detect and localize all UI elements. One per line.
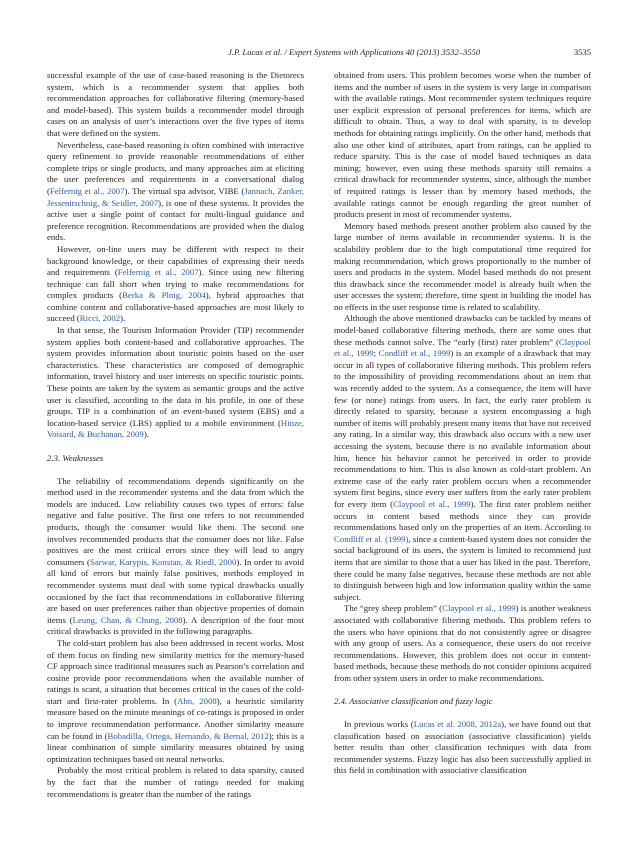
paragraph bbox=[47, 765, 304, 800]
text: ). A description of the four most critical drawbacks is provided in the following paragraphs. bbox=[47, 614, 304, 637]
citation-link[interactable]: Condliff et al., 1999 bbox=[378, 348, 451, 359]
paragraph bbox=[47, 140, 304, 244]
paragraph bbox=[334, 719, 591, 777]
citation-link[interactable]: Claypool et al., 1999 bbox=[334, 336, 591, 359]
citation-link[interactable]: Claypool et al., 1999 bbox=[442, 603, 516, 614]
paragraph bbox=[47, 638, 304, 766]
paragraph bbox=[334, 603, 591, 684]
text: ) is an example of a drawback that may occur in all types of collaborative filtering methods. This problem refers to the impossibility of providing recommendations about an item that was recently added to the system. As a consequence, the item will have few (or none) ratings from users. In fact, the early rater problem is directly related to sparsity, because a system encompassing a high number of items will probably present many items that have not received any rating. In a similar way, this drawback also occurs with a new user accessing the system, because there is no available information about him, hence his behavior cannot be perceived in order to provide recommendations to him. This is also known as cold-start problem. An extreme case of the early rater problem occurs when a recommender system first begins, since every user suffers from the early rater problem for every item ( bbox=[334, 348, 591, 509]
citation-link[interactable]: Leung, Chan, & Chung, 2008 bbox=[72, 614, 183, 625]
text: successful example of the use of case-based reasoning is the Dietorecs system, which is a recommender system that applies both recommendation approaches for collaborative filtering (memory-based and model-based). This system builds a recommender model through cases on an analysis of user’s interactions over the five types of items that were defined on the system. bbox=[47, 70, 304, 138]
text: ). bbox=[120, 313, 126, 324]
text: The “grey sheep problem” ( bbox=[344, 603, 443, 614]
paragraph bbox=[47, 70, 304, 140]
section-heading: 2.4. Associative classification and fuzzy logic bbox=[334, 696, 493, 707]
text: In previous works ( bbox=[344, 719, 414, 730]
text: obtained from users. This problem becomes worse when the number of items and the number of users in the system is very large in comparison with the available ratings. Most recommender system techniques require user explicit expression of personal preferences for items, which are difficult to obtain. Thus, a way to deal with sparsity, is to develop methods for obtaining ratings implicitly. On the other hand, methods that also use other kind of attributes, apart from ratings, can be applied to reduce sparsity. This is the case of model based techniques as data mining; however, even using these methods sparsity still remains a critical drawback for recommender systems, since, although the number of required ratings is lesser than by memory based methods, the available ratings cannot be enough regarding the great number of products present in most of recommender systems. bbox=[334, 70, 591, 220]
text: ), hybrid approaches that combine content and collaborative-based approaches are most likely to succeed ( bbox=[47, 290, 304, 324]
text: Memory based methods present another problem also caused by the large number of items available in recommender systems. It is the scalability problem due to the high computational time required for making recommendation, which grows proportionally to the number of users and products in the system. Model based methods do not present this drawback since the recommender model is already built when the user accesses the system; therefore, time spent in building the model has no effects in the user response time is related to scalability. bbox=[334, 220, 591, 312]
citation-link[interactable]: Sarwar, Karypis, Konstan, & Riedl, 2000 bbox=[89, 556, 237, 567]
paragraph bbox=[334, 70, 591, 221]
text: Nevertheless, case-based reasoning is often combined with interactive query refinement to provide reasonable recommendations of either complete trips or single products, and many approaches aim at eliciting the user preferences and requirements in a conversational dialog ( bbox=[47, 139, 304, 196]
text: The cold-start problem has also been addressed in recent works. Most of them focus on finding new similarity metrics for the memory-based CF approach since traditional measures such as Pearson’s correlation and cosine provide poor recommendations when the available number of ratings is scant, a situation that becomes critical in the cases of the cold-start and first-rater problems. In ( bbox=[47, 637, 304, 706]
text: ). The virtual spa advisor, VIBE ( bbox=[124, 185, 245, 196]
running-head bbox=[0, 47, 638, 61]
citation-link[interactable]: Jannach, Zanker, Jessenitschnig, & Seidler, 2007 bbox=[47, 185, 305, 208]
journal-citation: J.P. Lucas et al. / Expert Systems with Applications 40 (2013) 3532–3550 bbox=[228, 47, 481, 57]
right-column bbox=[334, 70, 591, 777]
left-column bbox=[47, 70, 304, 800]
text: ). Since using new filtering technique can fall short when trying to make recommendations for complex products ( bbox=[47, 267, 304, 301]
paragraph bbox=[47, 325, 304, 441]
paragraph bbox=[334, 221, 591, 314]
paragraph bbox=[47, 244, 304, 325]
text: ) is another weakness associated with collaborative filtering methods. This problem refers to the users who have opinions that do not consistently agree or disagree with any group of users. As a consequence, these users do not receive recommendations. However, this problem does not occur in content-based methods, because these methods do not consider opinions acquired from other system users in order to make recommendations. bbox=[334, 603, 591, 683]
text: ). bbox=[143, 429, 149, 440]
text: However, on-line users may be different with respect to their background knowledge, or their capabilities of expressing their needs and requirements ( bbox=[47, 243, 304, 278]
citation-link[interactable]: Hinze, Voisard, & Buchanan, 2009 bbox=[47, 417, 304, 440]
citation-link[interactable]: Lucas et al. 2008, 2012a bbox=[413, 719, 502, 730]
text: ), a heuristic similarity measure based on the minute meanings of co-ratings is proposed in order to improve recommendation performance. Another similarity measure can be found in ( bbox=[47, 695, 304, 741]
text: , since a content-based system does not consider the social background of its users, the system is limited to recommend just items that are similar to those that a user has liked in the past. Therefore, there could be many false negatives, because these methods are not able to distinguish between high and low information quality within the same subject. bbox=[334, 533, 591, 602]
paragraph bbox=[47, 476, 304, 638]
text: ; bbox=[373, 348, 379, 359]
text: ), is one of these systems. It provides the active user a single point of contact for multi-lingual guidance and preference recognition. Recommendations are provided when the dialog ends. bbox=[47, 197, 305, 243]
citation-link[interactable]: Berka & Plnig, 2004 bbox=[122, 290, 206, 301]
text: ). In order to avoid all kind of errors but mainly false positives, methods employed in recommender systems must deal with some typical drawbacks usually occasioned by the fact that recommendations in collaborative filtering are based on user preferences rather than objective properties of domain items ( bbox=[47, 556, 304, 625]
text: In that sense, the Tourism Information Provider (TIP) recommender system applies both content-based and collaborative approaches. The system provides information about touristic points based on the user characteristics. These characteristics are composed of demographic information, travel history and user interests on specific touristic points. These points are taken by the system as semantic groups and the active user is classified, according to the data in his profile, in one of these groups. TIP is a combination of an event-based system (EBS) and a location-based service (LBS) applied to a mobile environment ( bbox=[47, 325, 304, 428]
page-number: 3535 bbox=[573, 47, 591, 57]
text: Probably the most critical problem is related to data sparsity, caused by the fact that the number of ratings needed for making recommendations is greater than the number of the ratings bbox=[47, 765, 304, 799]
text: Although the above mentioned drawbacks can be tackled by means of model-based collaborative filtering methods, there are some ones that these methods cannot solve. The “early (first) rater problem” ( bbox=[334, 313, 591, 347]
citation-link[interactable]: Ricci, 2002 bbox=[79, 313, 121, 324]
text: ), we have found out that classification based on association (associative classification) yields better results than other classification techniques with data from recommender systems. Fuzzy logic has also been successfully applied in this field in combination with associative classification bbox=[334, 719, 592, 776]
text: ); this is a linear combination of simple similarity measures obtained by using optimization techniques based on neural networks. bbox=[47, 730, 304, 764]
text: The reliability of recommendations depends significantly on the method used in the recommender systems and the data from which the models are induced. Low reliability causes two types of errors: false negative and false positive. The first one refers to not recommended products, though the consumer would like them. The second one involves recommended products that the consumer does not like. False positives are the most critical errors since they will lead to angry consumers ( bbox=[47, 475, 304, 567]
citation-link[interactable]: Condliff et al. (1999) bbox=[334, 533, 409, 544]
text: ). The first rater problem neither occurs in content based methods since they can provide recommendations based only on the properties of an item. According to bbox=[334, 498, 591, 533]
citation-link[interactable]: Claypool et al., 1999 bbox=[393, 498, 471, 509]
citation-link[interactable]: Felfernig et al., 2007 bbox=[117, 267, 199, 278]
section-heading: 2.3. Weaknesses bbox=[47, 453, 104, 463]
paragraph bbox=[334, 313, 591, 603]
citation-link[interactable]: Ahn, 2008 bbox=[177, 695, 217, 706]
citation-link[interactable]: Felfernig et al., 2007 bbox=[49, 185, 125, 196]
citation-link[interactable]: Bobadilla, Ortega, Hernando, & Bernal, 2012 bbox=[107, 730, 269, 741]
